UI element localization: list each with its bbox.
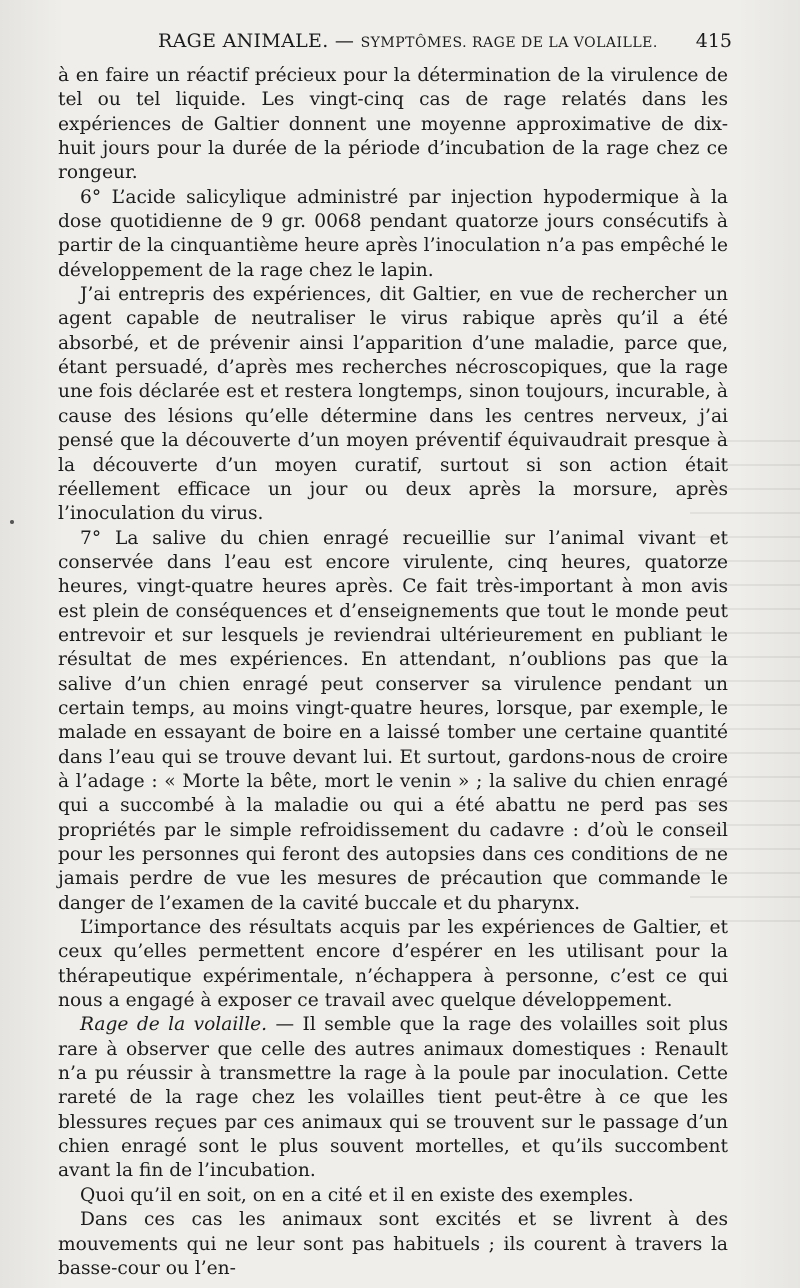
running-title-main: RAGE ANIMALE. —	[158, 30, 355, 52]
paragraph-examples: Quoi qu’il en soit, on en a cité et il en existe des exemples.	[80, 1184, 634, 1206]
running-title	[158, 30, 658, 52]
paragraph-salicylic-acid: 6° L’acide salicylique administré par injection hypodermique à la dose quotidienne de 9 gr. 0068 pendant quatorze jours consécutifs à partir de la cinquantième heure après l’inoculation n’a pas empêché le développement de la rage chez le lapin.	[58, 186, 728, 281]
paragraph-galtier-experiments: J’ai entrepris des expériences, dit Galtier, en vue de rechercher un agent capable de neutraliser le virus rabique après qu’il a été absorbé, et de prévenir ainsi l’apparition d’une maladie, parce que, étant persuadé, d’après mes recherches nécroscopiques, que la rage une fois déclarée est et restera longtemps, sinon toujours, incurable, à cause des lésions qu’elle détermine dans les centres nerveux, j’ai pensé que la découverte d’un moyen préventif équivaudrait presque à la découverte d’un moyen curatif, surtout si son action était réellement efficace un jour ou deux après la morsure, après l’inoculation du virus.	[58, 284, 728, 525]
volaille-text: — Il semble que la rage des volailles soit plus rare à observer que celle des autres animaux domestiques : Renault n’a pu réussir à transmettre la rage à la poule par inoculation. Cette rareté de la rage chez les volailles tient peut-être à ce que les blessures reçues par ces animaux qui se trouvent sur le passage d’un chien enragé sont le plus souvent mortelles, et qu’ils succombent avant la fin de l’incubation.	[58, 1014, 728, 1182]
paper-speck	[10, 520, 14, 524]
running-title-subtitle: SYMPTÔMES. RAGE DE LA VOLAILLE.	[360, 35, 658, 51]
paragraph-importance: L’importance des résultats acquis par les expériences de Galtier, et ceux qu’elles permettent encore d’espérer en les utilisant pour la thérapeutique expérimentale, n’échappera à personne, c’est ce qui nous a engagé à exposer ce travail avec quelque développement.	[58, 917, 728, 1012]
page-body	[58, 64, 728, 1281]
running-header	[58, 30, 730, 58]
paragraph-rage-volaille	[58, 1013, 728, 1183]
paragraph-continuation: à en faire un réactif précieux pour la détermination de la virulence de tel ou tel liquide. Les vingt-cinq cas de rage relatés dans les expériences de Galtier donnent une moyenne approximative de dix-huit jours pour la durée de la période d’incubation de la rage chez ce rongeur.	[58, 65, 728, 184]
section-heading-volaille: Rage de la volaille.	[80, 1014, 268, 1036]
page-number: 415	[695, 30, 732, 52]
paragraph-symptoms: Dans ces cas les animaux sont excités et se livrent à des mouvements qui ne leur sont pas habituels ; ils courent à travers la basse-cour ou l’en-	[58, 1209, 728, 1279]
paragraph-saliva: 7° La salive du chien enragé recueillie sur l’animal vivant et conservée dans l’eau est encore virulente, cinq heures, quatorze heures, vingt-quatre heures après. Ce fait très-important à mon avis est plein de conséquences et d’enseignements que tout le monde peut entrevoir et sur lesquels je reviendrai ultérieurement en publiant le résultat de mes expériences. En attendant, n’oublions pas que la salive d’un chien enragé peut conserver sa virulence pendant un certain temps, au moins vingt-quatre heures, lorsque, par exemple, le malade en essayant de boire en a laissé tomber une certaine quantité dans l’eau qui se trouve devant lui. Et surtout, gardons-nous de croire à l’adage : « Morte la bête, mort le venin » ; la salive du chien enragé qui a succombé à la maladie ou qui a été abattu ne perd pas ses propriétés par le simple refroidissement du cadavre : d’où le conseil pour les personnes qui feront des autopsies dans ces conditions de ne jamais perdre de vue les mesures de précaution que commande le danger de l’examen de la cavité buccale et du pharynx.	[58, 527, 728, 914]
